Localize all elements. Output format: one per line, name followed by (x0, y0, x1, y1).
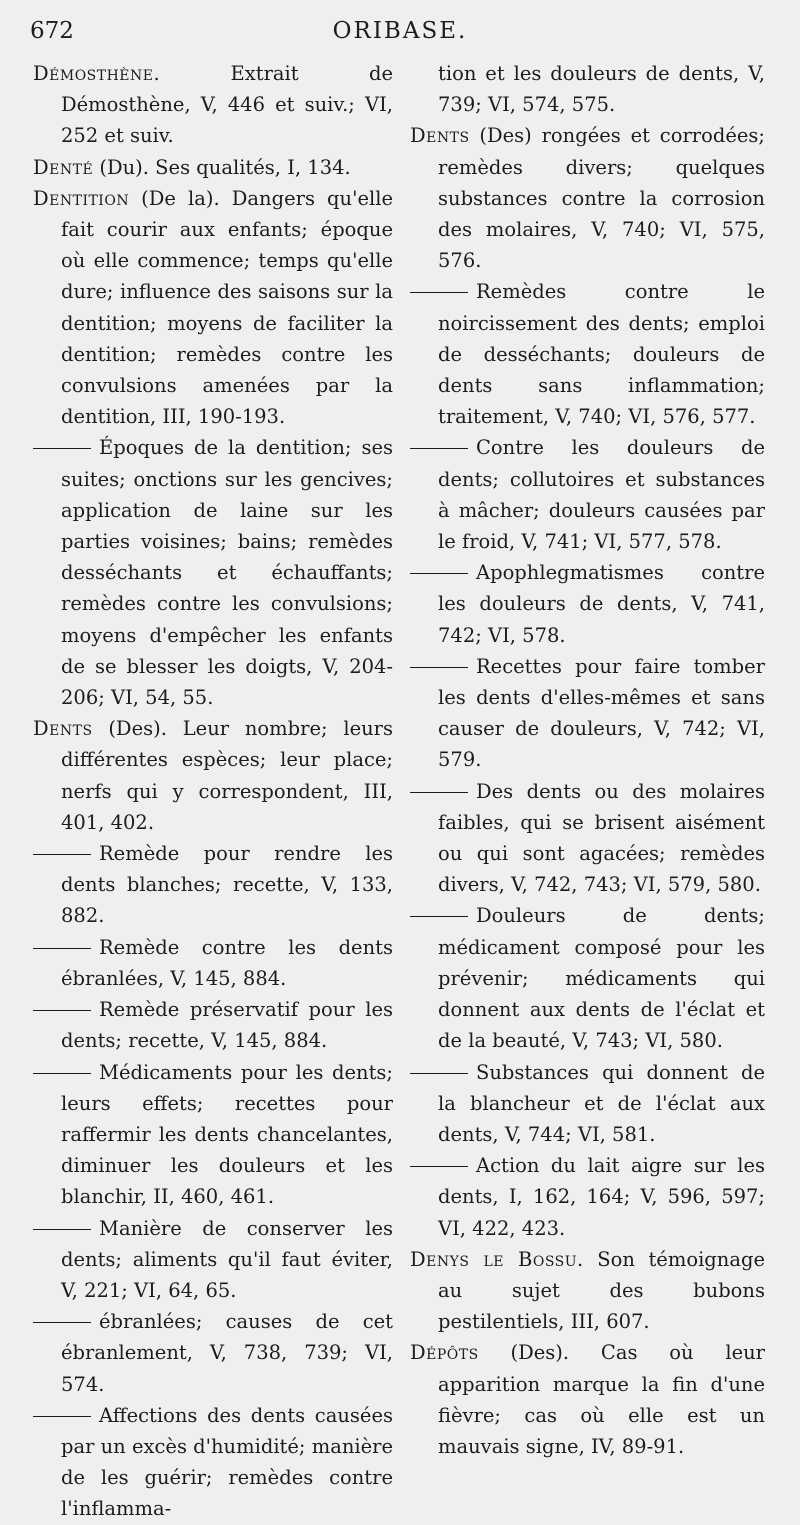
ditto-dash (410, 667, 468, 668)
subentry-text: Douleurs de dents; médicament composé pour les prévenir; médicaments qui donnent aux dents de l'éclat et de la beauté, V, 743; VI, 580. (438, 904, 765, 1053)
subentry-text: Des dents ou des molaires faibles, qui se brisent aisément ou qui sont agacées; remèdes divers, V, 742, 743; VI, 579, 580. (438, 779, 765, 897)
entry-text: (Du). Ses qualités, I, 134. (99, 155, 351, 179)
index-entry (33, 58, 393, 152)
index-subentry (410, 1057, 765, 1151)
entry-text: Extrait de Démosthène, V, 446 et suiv.; VI, 252 et suiv. (61, 62, 393, 148)
index-subentry (410, 651, 765, 776)
index-entry (33, 713, 393, 838)
ditto-dash (33, 1229, 91, 1230)
entry-text: (Des) rongées et corrodées; remèdes divers; quelques substances contre la corrosion des molaires, V, 740; VI, 575, 576. (438, 124, 765, 273)
subentry-text: Substances qui donnent de la blancheur et de l'éclat aux dents, V, 744; VI, 581. (438, 1060, 765, 1146)
page-number: 672 (30, 18, 74, 44)
index-subentry (33, 838, 393, 932)
entry-headword: Dents (410, 124, 470, 148)
ditto-dash (410, 292, 468, 293)
subentry-text: Apophlegmatismes contre les douleurs de dents, V, 741, 742; VI, 578. (438, 561, 765, 647)
ditto-dash (410, 916, 468, 917)
ditto-dash (410, 1166, 468, 1167)
index-subentry (410, 276, 765, 432)
subentry-text: Remède pour rendre les dents blanches; recette, V, 133, 882. (61, 842, 393, 928)
entry-headword: Denté (33, 155, 94, 179)
left-column (33, 58, 393, 1525)
subentry-text: Affections des dents causées par un excès d'humidité; manière de les guérir; remèdes contre l'inflamma- (61, 1403, 394, 1521)
subentry-text: Recettes pour faire tomber les dents d'elles-mêmes et sans causer de douleurs, V, 742; VI, 579. (438, 654, 765, 772)
entry-text: (Des). Leur nombre; leurs différentes espèces; leur place; nerfs qui y correspondent, III, 401, 402. (61, 717, 393, 834)
index-subentry (33, 994, 393, 1056)
index-entry (33, 183, 393, 433)
subentry-text: Manière de conserver les dents; aliments qu'il faut éviter, V, 221; VI, 64, 65. (61, 1216, 393, 1302)
subentry-text: Remède préservatif pour les dents; recette, V, 145, 884. (61, 998, 393, 1053)
ditto-dash (410, 448, 468, 449)
subentry-text: Remède contre les dents ébranlées, V, 145, 884. (61, 935, 393, 990)
subentry-text: Action du lait aigre sur les dents, I, 162, 164; V, 596, 597; VI, 422, 423. (438, 1154, 765, 1240)
index-subentry (33, 1057, 393, 1213)
entry-headword: Denys le Bossu. (410, 1247, 584, 1271)
ditto-dash (33, 1010, 91, 1011)
index-entry (33, 152, 393, 183)
ditto-dash (410, 1073, 468, 1074)
index-subentry (410, 900, 765, 1056)
right-column (410, 58, 765, 1462)
subentry-text: Époques de la dentition; ses suites; onctions sur les gencives; application de laine sur les parties voisines; bains; remèdes desséchants et échauffants; remèdes contre les convulsions; moyens d'empêcher les enfants de se blesser les doigts, V, 204-206; VI, 54, 55. (61, 436, 393, 710)
entry-text: (De la). Dangers qu'elle fait courir aux enfants; époque où elle commence; temps qu'elle dure; influence des saisons sur la dentition; moyens de faciliter la dentition; remèdes contre les convulsions amenées par la dentition, III, 190-193. (61, 186, 394, 429)
ditto-dash (33, 948, 91, 949)
entry-headword: Démosthène. (33, 62, 161, 85)
index-subentry (410, 557, 765, 651)
ditto-dash (33, 448, 91, 449)
continued-text: tion et les douleurs de dents, V, 739; VI, 574, 575. (438, 62, 765, 117)
ditto-dash (33, 1416, 91, 1417)
index-subentry (33, 1306, 393, 1400)
entry-headword: Dentition (33, 186, 130, 210)
entry-headword: Dépôts (410, 1341, 479, 1365)
index-entry (410, 1244, 765, 1338)
running-title: ORIBASE. (332, 18, 468, 44)
ditto-dash (410, 792, 468, 793)
index-subentry (33, 1213, 393, 1307)
index-subentry (33, 432, 393, 713)
index-entry (410, 120, 765, 276)
ditto-dash (410, 573, 468, 574)
entry-headword: Dents (33, 717, 93, 741)
ditto-dash (33, 854, 91, 855)
subentry-text: Contre les douleurs de dents; collutoires et substances à mâcher; douleurs causées par le froid, V, 741; VI, 577, 578. (438, 436, 765, 554)
index-entry (410, 1337, 765, 1462)
entry-text: (Des). Cas où leur apparition marque la fin d'une fièvre; cas où elle est un mauvais signe, IV, 89-91. (438, 1341, 766, 1458)
subentry-text: ébranlées; causes de cet ébranlement, V, 738, 739; VI, 574. (61, 1310, 393, 1396)
index-subentry (410, 432, 765, 557)
index-subentry (410, 1150, 765, 1244)
ditto-dash (33, 1073, 91, 1074)
page-header (30, 10, 770, 50)
index-subentry (33, 1400, 393, 1525)
index-subentry (33, 932, 393, 994)
ditto-dash (33, 1322, 91, 1323)
subentry-text: Médicaments pour les dents; leurs effets; recettes pour raffermir les dents chancelantes, diminuer les douleurs et les blanchir, II, 460, 461. (61, 1060, 393, 1209)
entry-text: Son témoignage au sujet des bubons pestilentiels, III, 607. (438, 1247, 765, 1334)
subentry-text: Remèdes contre le noircissement des dents; emploi de desséchants; douleurs de dents sans inflammation; traitement, V, 740; VI, 576, 577. (438, 280, 765, 429)
index-subentry (410, 776, 765, 901)
